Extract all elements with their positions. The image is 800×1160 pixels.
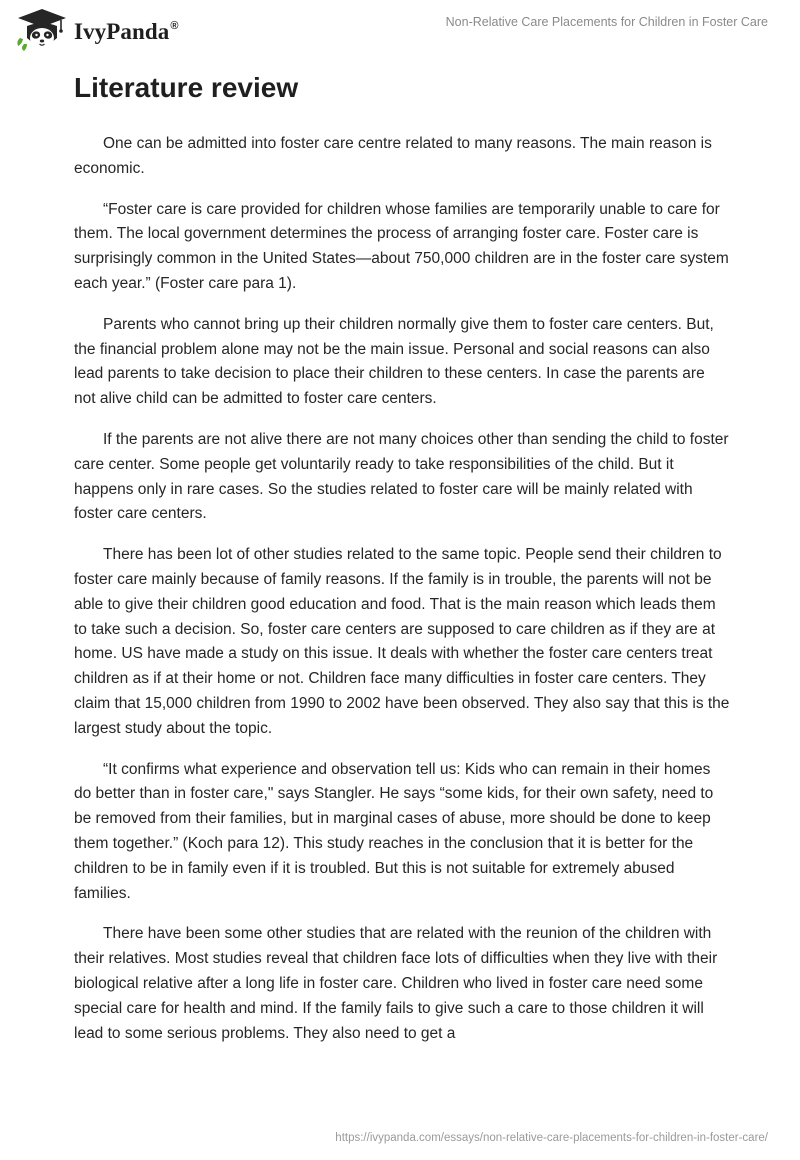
page-heading: Literature review [74, 72, 299, 103]
source-url-link[interactable]: https://ivypanda.com/essays/non-relative-care-placements-for-children-in-foster-care/ [335, 1132, 768, 1144]
paragraph: One can be admitted into foster care centre related to many reasons. The main reason is economic. [74, 135, 712, 177]
panda-graduation-cap-icon [14, 8, 70, 52]
paragraph: Parents who cannot bring up their children normally give them to foster care centers. But, the financial problem alone may not be the main issue. Personal and social reasons can also lead parents to take decision to place their children to these centers. In case the parents are not alive child can be admitted to foster care centers. [74, 315, 714, 408]
paragraph: There have been some other studies that are related with the reunion of the children with their relatives. Most studies reveal that children face lots of difficulties when they live with their biological relative after a long life in foster care. Children who lived in foster care need some special care for health and mind. If the family fails to give such a care to those children it will lead to some serious problems. They also need to get a [74, 925, 718, 1042]
registered-mark: ® [170, 20, 179, 32]
paragraph: “It confirms what experience and observation tell us: Kids who can remain in their homes do better than in foster care," says Stangler. He says “some kids, for their own safety, need to be removed from their families, but in marginal cases of abuse, more should be done to keep them together.” (Koch para 12). This study reaches in the conclusion that it is better for the children to be in family even if it is troubled. But this is not suitable for extremely abused families. [74, 760, 714, 902]
essay-body [74, 132, 730, 1062]
document-title: Non-Relative Care Placements for Children in Foster Care [445, 15, 768, 29]
ivypanda-logo[interactable] [14, 8, 179, 52]
brand-name: IvyPanda® [74, 19, 179, 44]
paragraph: There has been lot of other studies related to the same topic. People send their children to foster care mainly because of family reasons. If the family is in trouble, the parents will not be able to give their children good education and food. That is the main reason which leads them to take such a decision. So, foster care centers are supposed to care children as if they are at home. US have made a study on this issue. It deals with whether the foster care centers treat children as if at their home or not. Children face many difficulties in foster care centers. They claim that 15,000 children from 1990 to 2002 have been observed. They also say that this is the largest study about the topic. [74, 546, 730, 737]
page-header [0, 0, 800, 60]
paragraph: If the parents are not alive there are not many choices other than sending the child to foster care center. Some people get voluntarily ready to take responsibilities of the child. But it happens only in rare cases. So the studies related to foster care will be mainly related with foster care centers. [74, 430, 729, 523]
paragraph: “Foster care is care provided for children whose families are temporarily unable to care for them. The local government determines the process of arranging foster care. Foster care is surprisingly common in the United States—about 750,000 children are in the foster care system each year.” (Foster care para 1). [74, 200, 729, 292]
